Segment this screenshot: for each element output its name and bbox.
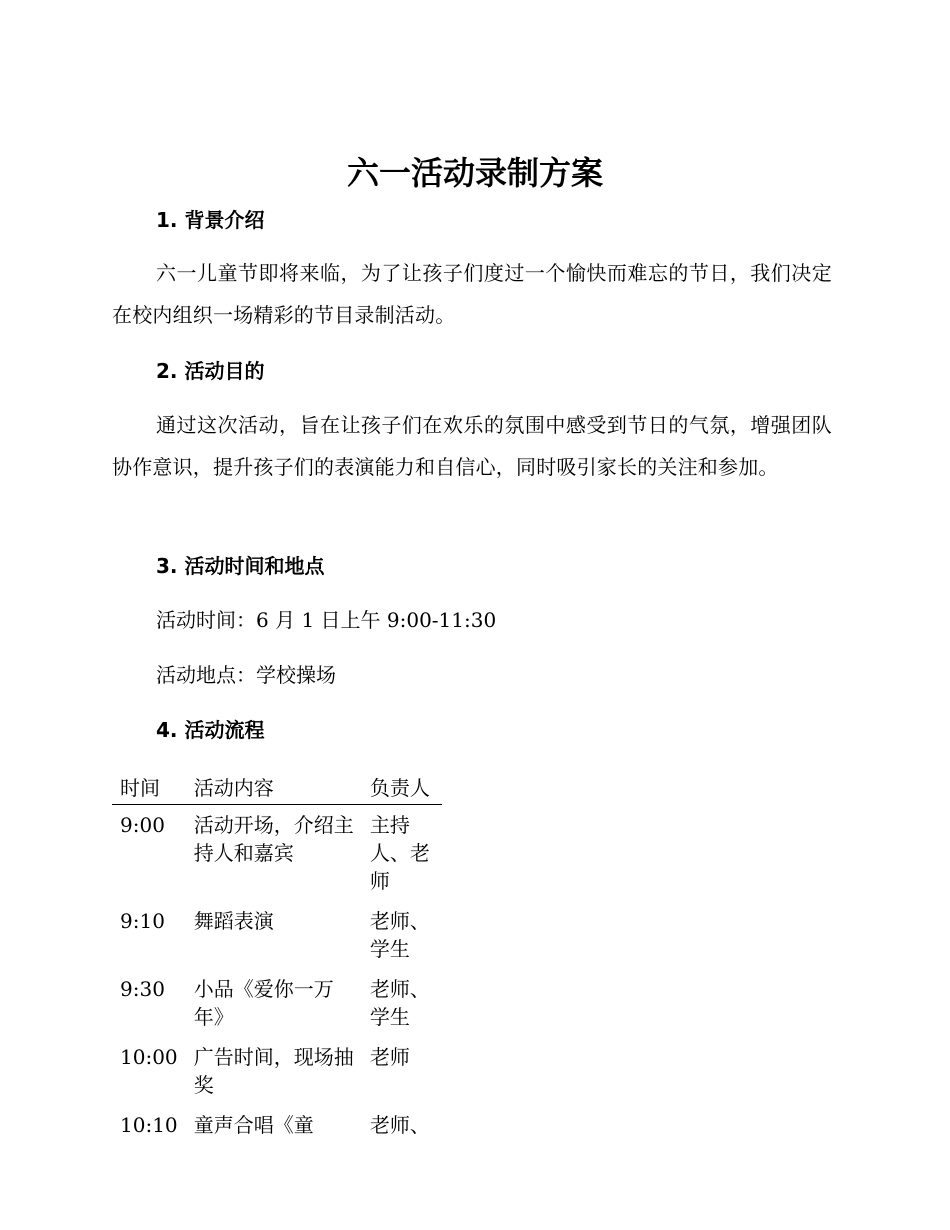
document-title: 六一活动录制方案 — [346, 154, 603, 192]
cell-content: 广告时间，现场抽奖 — [193, 1045, 354, 1097]
header-time: 时间 — [112, 770, 186, 805]
table-row — [112, 805, 442, 902]
activity-time-line: 活动时间：6 月 1 日上午 9:00-11:30 — [156, 608, 497, 632]
cell-owner: 老师 — [369, 1045, 410, 1069]
cell-owner: 老师、学生 — [369, 909, 430, 961]
schedule-table — [112, 770, 442, 1145]
cell-content: 活动开场，介绍主持人和嘉宾 — [193, 813, 354, 865]
header-owner: 负责人 — [362, 770, 442, 805]
cell-time: 9:00 — [120, 813, 165, 837]
paragraph-background: 六一儿童节即将来临，为了让孩子们度过一个愉快而难忘的节日，我们决定在校内组织一场精彩的节目录制活动。 — [112, 261, 832, 327]
cell-content: 舞蹈表演 — [193, 909, 274, 933]
section-heading-purpose: 2. 活动目的 — [156, 359, 265, 383]
table-row — [112, 1105, 442, 1145]
table-row — [112, 1037, 442, 1105]
cell-time: 9:30 — [120, 977, 165, 1001]
header-content: 活动内容 — [186, 770, 362, 805]
paragraph-purpose: 通过这次活动，旨在让孩子们在欢乐的氛围中感受到节日的气氛，增强团队协作意识，提升孩子们的表演能力和自信心，同时吸引家长的关注和参加。 — [112, 413, 832, 479]
section-heading-flow: 4. 活动流程 — [156, 718, 265, 742]
activity-place-line: 活动地点：学校操场 — [156, 663, 336, 687]
section-heading-background: 1. 背景介绍 — [156, 208, 265, 232]
cell-content: 童声合唱《童 — [193, 1113, 314, 1137]
section-heading-time-place: 3. 活动时间和地点 — [156, 554, 325, 578]
cell-owner: 老师、 — [369, 1113, 430, 1137]
cell-owner: 老师、学生 — [369, 977, 430, 1029]
cell-time: 10:00 — [120, 1045, 178, 1069]
cell-content: 小品《爱你一万年》 — [193, 977, 334, 1029]
cell-time: 10:10 — [120, 1113, 178, 1137]
schedule-header-row — [112, 770, 442, 805]
table-row — [112, 969, 442, 1037]
table-row — [112, 901, 442, 969]
cell-owner: 主持人、老师 — [369, 813, 430, 893]
cell-time: 9:10 — [120, 909, 165, 933]
